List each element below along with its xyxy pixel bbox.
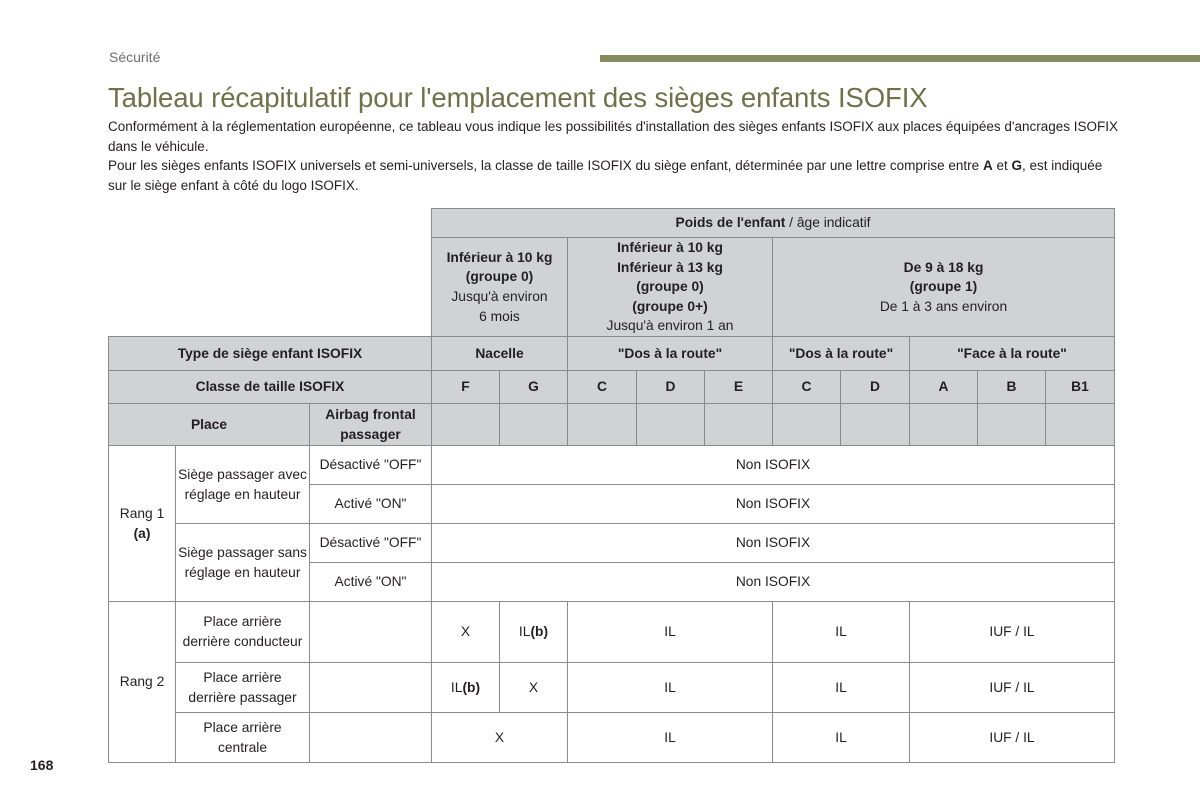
isofix-cell: IUF / IL bbox=[910, 713, 1115, 763]
place-label: Place bbox=[109, 404, 310, 446]
airbag-state: Activé "ON" bbox=[310, 563, 432, 602]
group-1-header: De 9 à 18 kg (groupe 1) De 1 à 3 ans environ bbox=[773, 238, 1115, 337]
isofix-cell: IL bbox=[773, 602, 910, 663]
isofix-cell: IL bbox=[773, 663, 910, 713]
isofix-value: Non ISOFIX bbox=[432, 446, 1115, 485]
seat-type-forward-facing: "Face à la route" bbox=[910, 337, 1115, 371]
rear-place: Place arrière centrale bbox=[176, 713, 310, 763]
size-class: C bbox=[773, 371, 841, 404]
isofix-cell: IL bbox=[568, 663, 773, 713]
size-class-label: Classe de taille ISOFIX bbox=[109, 371, 432, 404]
seat-type-label: Type de siège enfant ISOFIX bbox=[109, 337, 432, 371]
airbag-label: Airbag frontal passager bbox=[310, 404, 432, 446]
size-class: B1 bbox=[1046, 371, 1115, 404]
airbag-state: Désactivé "OFF" bbox=[310, 524, 432, 563]
rang-1-seat-fixed: Siège passager sans réglage en hauteur bbox=[176, 524, 310, 602]
airbag-state: Désactivé "OFF" bbox=[310, 446, 432, 485]
group-0plus-header: Inférieur à 10 kg Inférieur à 13 kg (groupe 0) (groupe 0+) Jusqu'à environ 1 an bbox=[568, 238, 773, 337]
seat-type-nacelle: Nacelle bbox=[432, 337, 568, 371]
rang-1-seat-adjustable: Siège passager avec réglage en hauteur bbox=[176, 446, 310, 524]
isofix-cell: X bbox=[432, 602, 500, 663]
seat-type-rear-facing-1: "Dos à la route" bbox=[773, 337, 910, 371]
size-class: D bbox=[841, 371, 910, 404]
size-class: C bbox=[568, 371, 637, 404]
seat-type-rear-facing-0: "Dos à la route" bbox=[568, 337, 773, 371]
rang-1-label: Rang 1 (a) bbox=[109, 446, 176, 602]
isofix-cell: IL bbox=[773, 713, 910, 763]
isofix-value: Non ISOFIX bbox=[432, 563, 1115, 602]
size-class: B bbox=[978, 371, 1046, 404]
isofix-cell: X bbox=[432, 713, 568, 763]
size-class: D bbox=[637, 371, 705, 404]
group-0-header: Inférieur à 10 kg (groupe 0) Jusqu'à environ 6 mois bbox=[432, 238, 568, 337]
isofix-value: Non ISOFIX bbox=[432, 485, 1115, 524]
intro-text bbox=[108, 117, 1118, 195]
isofix-cell: IL(b) bbox=[432, 663, 500, 713]
size-class: F bbox=[432, 371, 500, 404]
intro-paragraph-2: Pour les sièges enfants ISOFIX universels et semi-universels, la classe de taille ISOFIX du siège enfant, déterminée par une lettre comprise entre A et G, est indiquée sur le siège enfant à côté du logo ISOFIX. bbox=[108, 158, 1103, 193]
rear-place: Place arrière derrière conducteur bbox=[176, 602, 310, 663]
airbag-state: Activé "ON" bbox=[310, 485, 432, 524]
page-number: 168 bbox=[30, 757, 54, 773]
isofix-cell: IL(b) bbox=[500, 602, 568, 663]
page-title: Tableau récapitulatif pour l'emplacement des sièges enfants ISOFIX bbox=[108, 82, 928, 113]
size-class: A bbox=[910, 371, 978, 404]
size-class: G bbox=[500, 371, 568, 404]
isofix-cell: IL bbox=[568, 602, 773, 663]
rang-2-label: Rang 2 bbox=[109, 602, 176, 763]
isofix-cell: IUF / IL bbox=[910, 663, 1115, 713]
isofix-table bbox=[108, 208, 1115, 763]
size-class: E bbox=[705, 371, 773, 404]
header-accent-bar bbox=[600, 55, 1200, 62]
isofix-value: Non ISOFIX bbox=[432, 524, 1115, 563]
isofix-cell: X bbox=[500, 663, 568, 713]
section-label: Sécurité bbox=[109, 49, 161, 65]
rear-place: Place arrière derrière passager bbox=[176, 663, 310, 713]
intro-paragraph-1: Conformément à la réglementation européenne, ce tableau vous indique les possibilités d'installation des sièges enfants ISOFIX aux places équipées d'ancrages ISOFIX dans le véhicule. bbox=[108, 119, 1119, 154]
weight-header: Poids de l'enfant / âge indicatif bbox=[432, 209, 1115, 238]
isofix-cell: IL bbox=[568, 713, 773, 763]
isofix-cell: IUF / IL bbox=[910, 602, 1115, 663]
